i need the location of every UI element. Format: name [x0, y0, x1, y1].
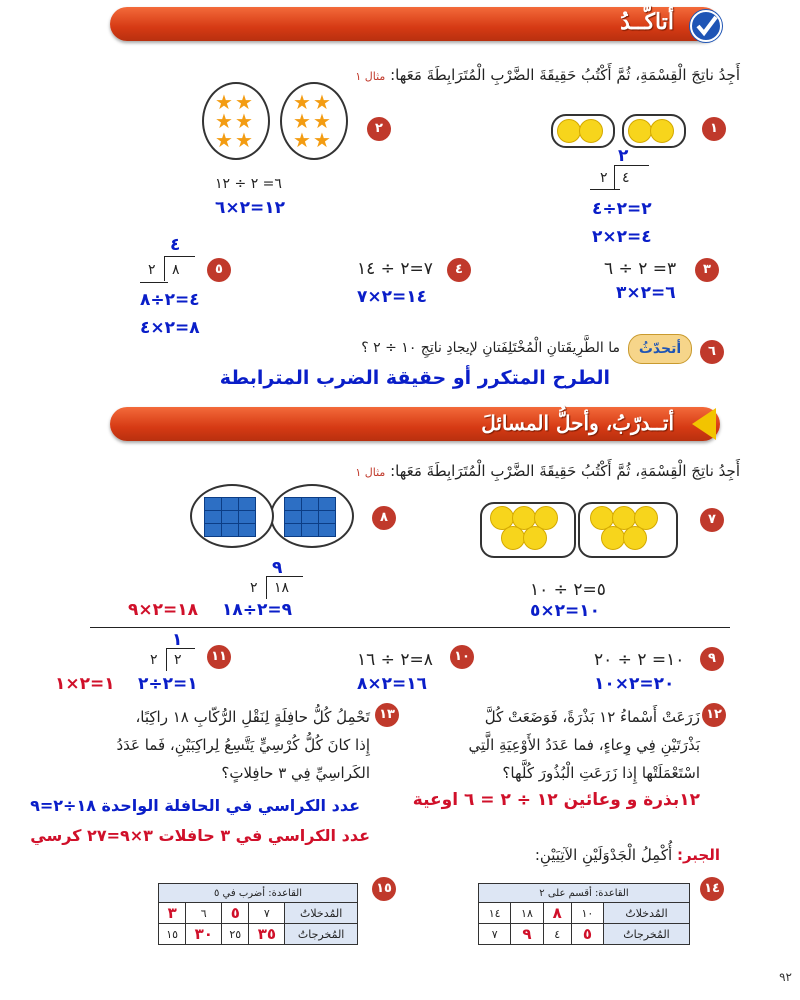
divisor: ٢ [250, 580, 258, 596]
coin-icon [623, 526, 647, 550]
star-icon: ★ [313, 109, 331, 133]
word-problem-text: زَرَعَتْ أَسْماءُ ١٢ بَذْرَةً، فَوَضَعَتْ كُلَّ بَذْرَتَيْنِ فِي وِعاءٍ، فما عَدَدُ الأَوْعِيَةِ الَّتِي اسْتَعْمَلَتْها إِذا زَرَعَتِ الْبُذُورَ كُلَّها؟ [468, 708, 700, 782]
square-icon [221, 523, 239, 537]
algebra-label: الجبر: [676, 846, 720, 864]
star-icon: ★ [215, 128, 233, 152]
problem-number: ١٤ [700, 877, 724, 901]
table-cell: ١٤ [479, 903, 511, 924]
quotient: ٤ [170, 235, 181, 255]
square-icon [238, 510, 256, 524]
problem-number: ٧ [700, 508, 724, 532]
star-icon: ★ [313, 128, 331, 152]
instruction-text: أَجِدُ ناتِجَ الْقِسْمَةِ، ثُمَّ أَكْتُبُ حَقِيقَةَ الضَّرْبِ الْمُتَرَابِطَةَ مَعَها: مثال ١ [355, 66, 740, 84]
table-cell: ٦ [186, 903, 222, 924]
square-icon [284, 510, 302, 524]
equation: ١=٢÷٢ [138, 674, 198, 694]
square-icon [301, 523, 319, 537]
coin-icon [501, 526, 525, 550]
star-icon: ★ [215, 109, 233, 133]
problem-number: ١١ [207, 645, 231, 669]
table-cell: ٩ [511, 924, 543, 945]
table-cell: ١٨ [511, 903, 543, 924]
square-icon [238, 523, 256, 537]
word-problem-text: تَحْمِلُ كُلُّ حافِلَةٍ لِنَقْلِ الرُّكّابِ ١٨ راكِبًا، إِذا كانَ كُلُّ كُرْسِيٍّ يَتَّسِعُ لِراكِبَيْنِ، فَما عَدَدُ الكَراسِيِّ فِي ٣ حافِلاتٍ؟ [116, 708, 370, 782]
section-banner-check [110, 7, 720, 41]
star-icon: ★ [235, 90, 253, 114]
table-cell: ٥ [571, 924, 603, 945]
square-icon [204, 497, 222, 511]
talk-badge-label: أتحدّثُ [638, 341, 682, 357]
equation: ١٨=٢×٩ [128, 600, 199, 620]
coin-icon [579, 119, 603, 143]
equation: ٦=٢×٣ [616, 283, 676, 303]
triangle-icon [692, 408, 716, 440]
instruction-text: أَجِدُ ناتِجَ الْقِسْمَةِ، ثُمَّ أَكْتُبُ حَقِيقَةَ الضَّرْبِ الْمُتَرَابِطَةَ مَعَها: مثال ١ [355, 462, 740, 480]
problem-number: ١ [702, 117, 726, 141]
page-number: ٩٢ [779, 970, 792, 984]
function-table-14 [478, 883, 690, 945]
star-icon: ★ [235, 109, 253, 133]
equation: ٢٠=٢×١٠ [594, 674, 675, 694]
problem-number: ٦ [700, 340, 724, 364]
coin-icon [650, 119, 674, 143]
section-banner-practice [110, 407, 720, 441]
table-cell: ٧ [249, 903, 285, 924]
coin-icon [601, 526, 625, 550]
problem-number: ١٠ [450, 645, 474, 669]
square-icon [318, 523, 336, 537]
problem-number: ٥ [207, 258, 231, 282]
problem-number: ١٥ [372, 877, 396, 901]
equation: ١٤=٢×٧ [357, 287, 428, 307]
table-rule: القاعدة: أضرب في ٥ [159, 884, 358, 903]
equation: ١٢=٢×٦ [215, 198, 286, 218]
table-cell: ١٥ [159, 924, 186, 945]
equation: ٣= ٢ ÷ ٦ [604, 259, 677, 279]
long-division-bracket [614, 165, 649, 190]
table-row-label: المُخرجاتُ [604, 924, 690, 945]
problem-number: ١٣ [375, 703, 399, 727]
table-cell: ١٠ [571, 903, 603, 924]
table-cell: ٣ [159, 903, 186, 924]
square-icon [238, 497, 256, 511]
underline [590, 189, 620, 190]
table-row-label: المُدخلاتُ [285, 903, 358, 924]
divisor: ٢ [148, 262, 156, 278]
problem-number: ٩ [700, 647, 724, 671]
equation: ٤=٢÷٨ [140, 290, 200, 310]
square-icon [318, 510, 336, 524]
problem-number: ٣ [695, 258, 719, 282]
table-cell: ٣٥ [249, 924, 285, 945]
divider-line [90, 627, 730, 628]
dividend: ٢ [174, 652, 182, 668]
equation: ٩=٢÷١٨ [222, 600, 293, 620]
table-cell: ٧ [479, 924, 511, 945]
table-row-label: المُدخلاتُ [604, 903, 690, 924]
square-icon [284, 523, 302, 537]
talk-badge [628, 334, 692, 364]
word-problem-answer: عدد الكراسي في الحافلة الواحدة ١٨÷٢=٩ [30, 796, 360, 815]
table-cell: ٨ [543, 903, 571, 924]
word-problem-answer: عدد الكراسي في ٣ حافلات ٣×٩=٢٧ كرسي [30, 826, 370, 845]
function-table-15 [158, 883, 358, 945]
table-cell: ٥ [222, 903, 249, 924]
equation: ١٠= ٢ ÷ ٢٠ [594, 650, 685, 670]
quotient: ٩ [272, 558, 283, 578]
algebra-instruction: الجبر: أُكْمِلُ الْجَدْوَلَيْنِ الآتِيَيْنِ: [534, 846, 720, 864]
square-icon [204, 523, 222, 537]
equation: ١٠=٢×٥ [530, 601, 601, 621]
section-title: أتاكّــدُ [620, 9, 674, 35]
star-icon: ★ [293, 90, 311, 114]
section-title: أتــدرّبُ، وأحلُّ المسائلَ [481, 411, 674, 435]
example-ref: مثال ١ [355, 466, 386, 479]
coin-icon [628, 119, 652, 143]
square-icon [221, 510, 239, 524]
problem-number: ٤ [447, 258, 471, 282]
coin-icon [557, 119, 581, 143]
problem-number: ٨ [372, 506, 396, 530]
example-ref: مثال ١ [355, 70, 386, 83]
star-icon: ★ [293, 109, 311, 133]
word-problem-answer: ١٢بذرة و وعائين ١٢ ÷ ٢ = ٦ اوعية [412, 790, 700, 810]
underline [140, 282, 168, 283]
square-icon [301, 510, 319, 524]
square-icon [221, 497, 239, 511]
coin-icon [523, 526, 547, 550]
table-cell: ٤ [543, 924, 571, 945]
quotient: ٢ [618, 146, 629, 166]
square-icon [204, 510, 222, 524]
square-icon [301, 497, 319, 511]
dividend: ٨ [172, 262, 180, 278]
equation: ١٦=٢×٨ [357, 674, 428, 694]
table-rule: القاعدة: أقسم على ٢ [479, 884, 690, 903]
dividend: ١٨ [274, 580, 290, 596]
table-row-label: المُخرجاتُ [285, 924, 358, 945]
square-icon [284, 497, 302, 511]
star-icon: ★ [235, 128, 253, 152]
talk-answer: الطرح المتكرر أو حقيقة الضرب المترابطة [219, 367, 610, 389]
table-cell: ٢٥ [222, 924, 249, 945]
equation: ٨=٢×٤ [140, 318, 200, 338]
equation: ٢=٢÷٤ [592, 199, 652, 219]
talk-question: ما الطَّرِيقَتانِ الْمُخْتَلِفَتانِ لإيجادِ ناتِجِ ١٠ ÷ ٢ ؟ [361, 340, 620, 356]
equation: ٥=٢ ÷ ١٠ [530, 580, 606, 600]
equation: ١=٢×١ [55, 674, 115, 694]
equation: ٤=٢×٢ [592, 227, 652, 247]
square-icon [318, 497, 336, 511]
quotient: ١ [172, 630, 183, 650]
star-icon: ★ [313, 90, 331, 114]
divisor: ٢ [150, 652, 158, 668]
table-cell: ٣٠ [186, 924, 222, 945]
equation: ٦= ٢ ÷ ١٢ [215, 176, 282, 192]
checkmark-icon [690, 10, 722, 42]
star-icon: ★ [215, 90, 233, 114]
star-icon: ★ [293, 128, 311, 152]
dividend: ٤ [622, 170, 630, 186]
equation: ٧=٢ ÷ ١٤ [357, 259, 433, 279]
equation: ٨=٢ ÷ ١٦ [357, 650, 433, 670]
divisor: ٢ [600, 170, 608, 186]
problem-number: ١٢ [702, 703, 726, 727]
problem-number: ٢ [367, 117, 391, 141]
